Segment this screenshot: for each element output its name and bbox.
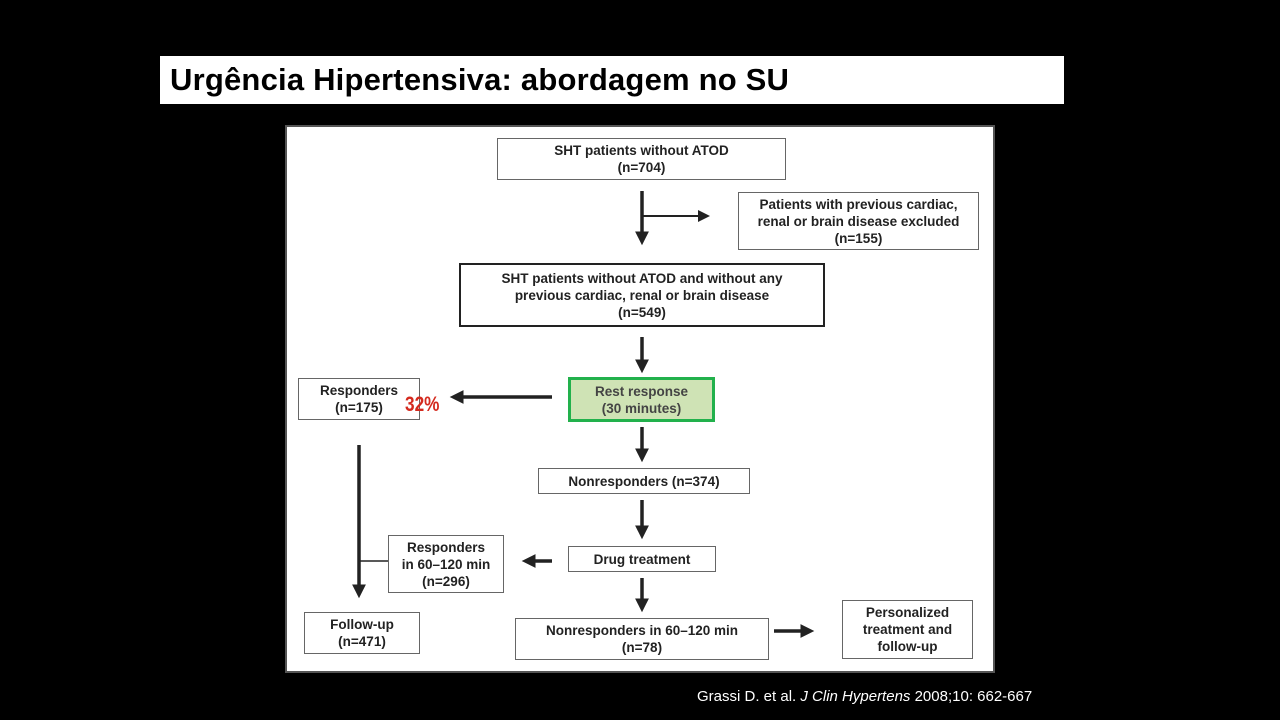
citation-journal: J Clin Hypertens xyxy=(800,688,911,705)
box-excluded: Patients with previous cardiac, renal or brain disease excluded (n=155) xyxy=(738,192,979,250)
box-follow-up: Follow-up (n=471) xyxy=(304,612,420,654)
box-responders: Responders (n=175) xyxy=(298,378,420,420)
citation xyxy=(697,688,1032,705)
citation-details: 2008;10: 662-667 xyxy=(914,688,1033,705)
box-drug-treatment: Drug treatment xyxy=(568,546,716,572)
box-personalized: Personalized treatment and follow-up xyxy=(842,600,973,659)
box-nonresponders: Nonresponders (n=374) xyxy=(538,468,750,494)
box-nonresponders-60-120: Nonresponders in 60–120 min (n=78) xyxy=(515,618,769,660)
box-sht-without-disease: SHT patients without ATOD and without any previous cardiac, renal or brain disease (n=549) xyxy=(459,263,825,327)
slide-title: Urgência Hipertensiva: abordagem no SU xyxy=(170,62,790,97)
box-sht-without-atod: SHT patients without ATOD (n=704) xyxy=(497,138,786,180)
box-responders-60-120: Responders in 60–120 min (n=296) xyxy=(388,535,504,593)
slide-title-bar xyxy=(160,56,1064,104)
responder-percentage-label: 32% xyxy=(405,393,440,416)
box-rest-response: Rest response (30 minutes) xyxy=(568,377,715,422)
citation-authors: Grassi D. et al. xyxy=(697,688,797,705)
